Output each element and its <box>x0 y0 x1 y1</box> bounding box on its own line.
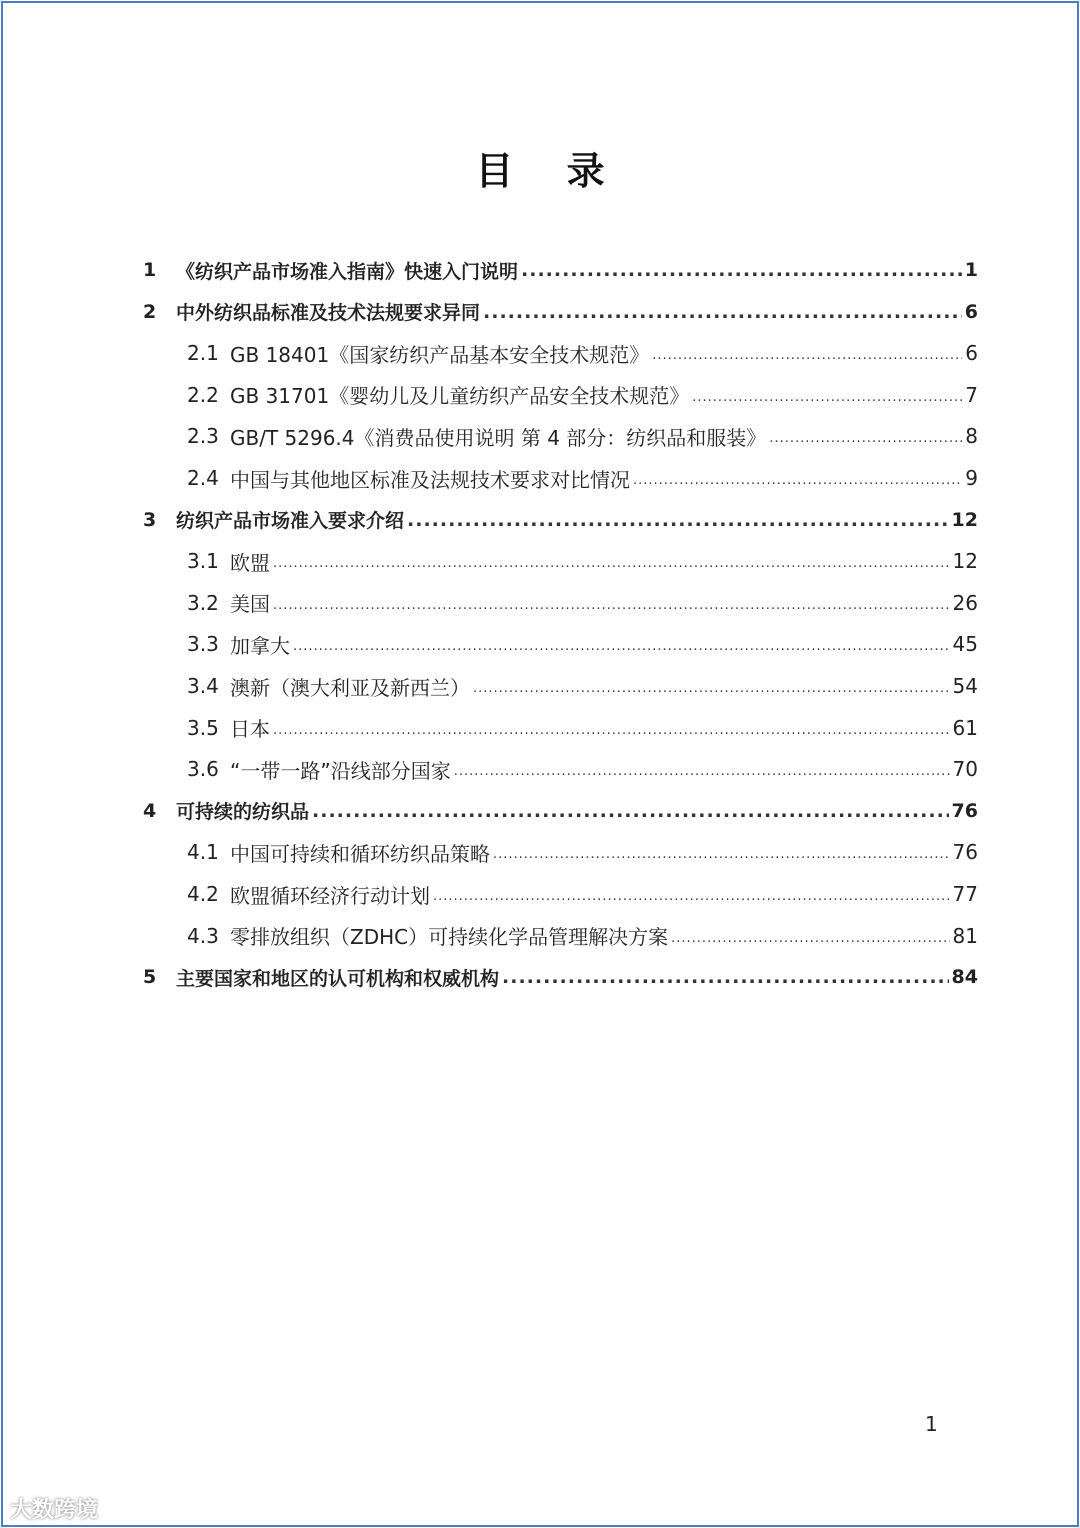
toc-entry-page: 6 <box>965 341 978 366</box>
toc-entry[interactable] <box>187 711 978 745</box>
toc-entry[interactable] <box>187 752 978 786</box>
toc-leader-dots <box>273 556 950 578</box>
toc-entry-title: GB 18401《国家纺织产品基本安全技术规范》 <box>230 342 650 367</box>
toc-entry-page: 12 <box>952 549 978 574</box>
toc-entry-title: 纺织产品市场准入要求介绍 <box>176 510 405 533</box>
toc-entry-title: 中外纺织品标准及技术法规要求异同 <box>176 302 481 325</box>
toc-leader-dots <box>633 473 962 495</box>
toc-entry-page: 6 <box>964 300 978 323</box>
toc-entry[interactable] <box>187 919 978 953</box>
toc-entry-number: 2.4 <box>187 466 219 490</box>
toc-entry-title: 澳新（澳大利亚及新西兰） <box>230 675 470 700</box>
toc-entry-title: 欧盟 <box>230 550 270 575</box>
toc-entry[interactable] <box>187 378 978 412</box>
toc-leader-dots <box>454 764 950 786</box>
toc-entry-title: 美国 <box>230 592 270 617</box>
toc-entry-title: 可持续的纺织品 <box>176 801 310 824</box>
toc-entry-number: 2 <box>143 300 157 323</box>
toc-leader-dots <box>652 348 962 370</box>
toc-entry[interactable] <box>187 336 978 370</box>
toc-entry-number: 2.1 <box>187 341 219 366</box>
toc-entry[interactable] <box>143 503 978 537</box>
toc-entry[interactable] <box>187 877 978 911</box>
toc-entry-number: 3 <box>143 508 157 531</box>
toc-entry[interactable] <box>187 627 978 661</box>
toc-entry-page: 76 <box>952 840 978 865</box>
toc-entry-number: 5 <box>143 966 157 989</box>
toc-entry-number: 2.2 <box>187 382 219 407</box>
toc-entry-title: 中国可持续和循环纺织品策略 <box>230 841 490 866</box>
toc-entry-title: 主要国家和地区的认可机构和权威机构 <box>176 967 500 990</box>
toc-leader-dots <box>769 431 962 453</box>
toc-entry-page: 54 <box>952 674 978 698</box>
toc-entry-page: 77 <box>952 882 978 906</box>
toc-entry-page: 45 <box>952 632 978 657</box>
page-number: 1 <box>925 1412 938 1436</box>
toc-entry-page: 7 <box>965 382 978 407</box>
toc-entry-page: 12 <box>951 508 978 531</box>
toc-entry[interactable] <box>143 253 978 287</box>
toc-entry-number: 4.2 <box>187 882 219 906</box>
toc-leader-dots <box>407 509 949 531</box>
watermark-logo: 大数跨境 <box>10 1498 99 1523</box>
toc-entry[interactable] <box>143 295 978 329</box>
toc-entry-page: 76 <box>951 799 978 822</box>
toc-leader-dots <box>312 800 949 822</box>
toc-entry[interactable] <box>143 960 978 994</box>
toc-entry-title: 欧盟循环经济行动计划 <box>230 883 430 908</box>
toc-entry-page: 61 <box>952 715 978 740</box>
toc-entry-number: 3.5 <box>187 715 219 740</box>
toc-entry[interactable] <box>143 794 978 828</box>
toc-entry-number: 3.2 <box>187 590 219 615</box>
toc-entry[interactable] <box>187 586 978 620</box>
toc-entry[interactable] <box>187 461 978 495</box>
toc-entry-number: 1 <box>143 259 157 281</box>
toc-entry[interactable] <box>187 669 978 703</box>
toc-entry-number: 3.4 <box>187 674 219 698</box>
toc-entry-title: GB/T 5296.4《消费品使用说明 第 4 部分：纺织品和服装》 <box>230 425 767 450</box>
toc-entry[interactable] <box>187 544 978 578</box>
toc-leader-dots <box>473 681 950 703</box>
toc-leader-dots <box>273 723 950 745</box>
toc-entry-number: 2.3 <box>187 424 219 449</box>
toc-entry-title: 中国与其他地区标准及法规技术要求对比情况 <box>230 467 630 492</box>
toc-entry-title: 加拿大 <box>230 633 290 658</box>
toc-entry-number: 3.3 <box>187 632 219 657</box>
toc-entry-page: 8 <box>965 424 978 449</box>
toc-entry-number: 4.3 <box>187 923 219 948</box>
toc-leader-dots <box>502 966 949 988</box>
page-title: 目 录 <box>475 149 625 193</box>
toc-entry[interactable] <box>187 835 978 869</box>
toc-entry-page: 1 <box>964 259 978 281</box>
toc-entry-number: 4.1 <box>187 840 219 865</box>
toc-entry-number: 4 <box>143 799 157 822</box>
toc-entry-title: 《纺织产品市场准入指南》快速入门说明 <box>176 260 519 283</box>
toc-leader-dots <box>521 259 962 281</box>
toc-leader-dots <box>433 889 950 911</box>
toc-leader-dots <box>483 301 962 323</box>
toc-leader-dots <box>671 931 949 953</box>
toc-entry-page: 81 <box>952 923 978 948</box>
toc-entry-number: 3.6 <box>187 757 219 782</box>
toc-entry-title: “一带一路”沿线部分国家 <box>230 758 451 783</box>
toc-entry-page: 84 <box>951 966 978 989</box>
toc-leader-dots <box>293 639 950 661</box>
toc-entry[interactable] <box>187 419 978 453</box>
toc-leader-dots <box>273 598 950 620</box>
toc-entry-page: 70 <box>952 757 978 782</box>
toc-entry-page: 26 <box>952 590 978 615</box>
toc-entry-page: 9 <box>965 466 978 490</box>
toc-leader-dots <box>493 847 950 869</box>
toc-leader-dots <box>692 390 962 412</box>
toc-entry-title: 零排放组织（ZDHC）可持续化学品管理解决方案 <box>230 925 669 950</box>
toc-entry-title: 日本 <box>230 717 270 742</box>
toc-entry-number: 3.1 <box>187 549 219 574</box>
toc-entry-title: GB 31701《婴幼儿及儿童纺织产品安全技术规范》 <box>230 384 690 409</box>
